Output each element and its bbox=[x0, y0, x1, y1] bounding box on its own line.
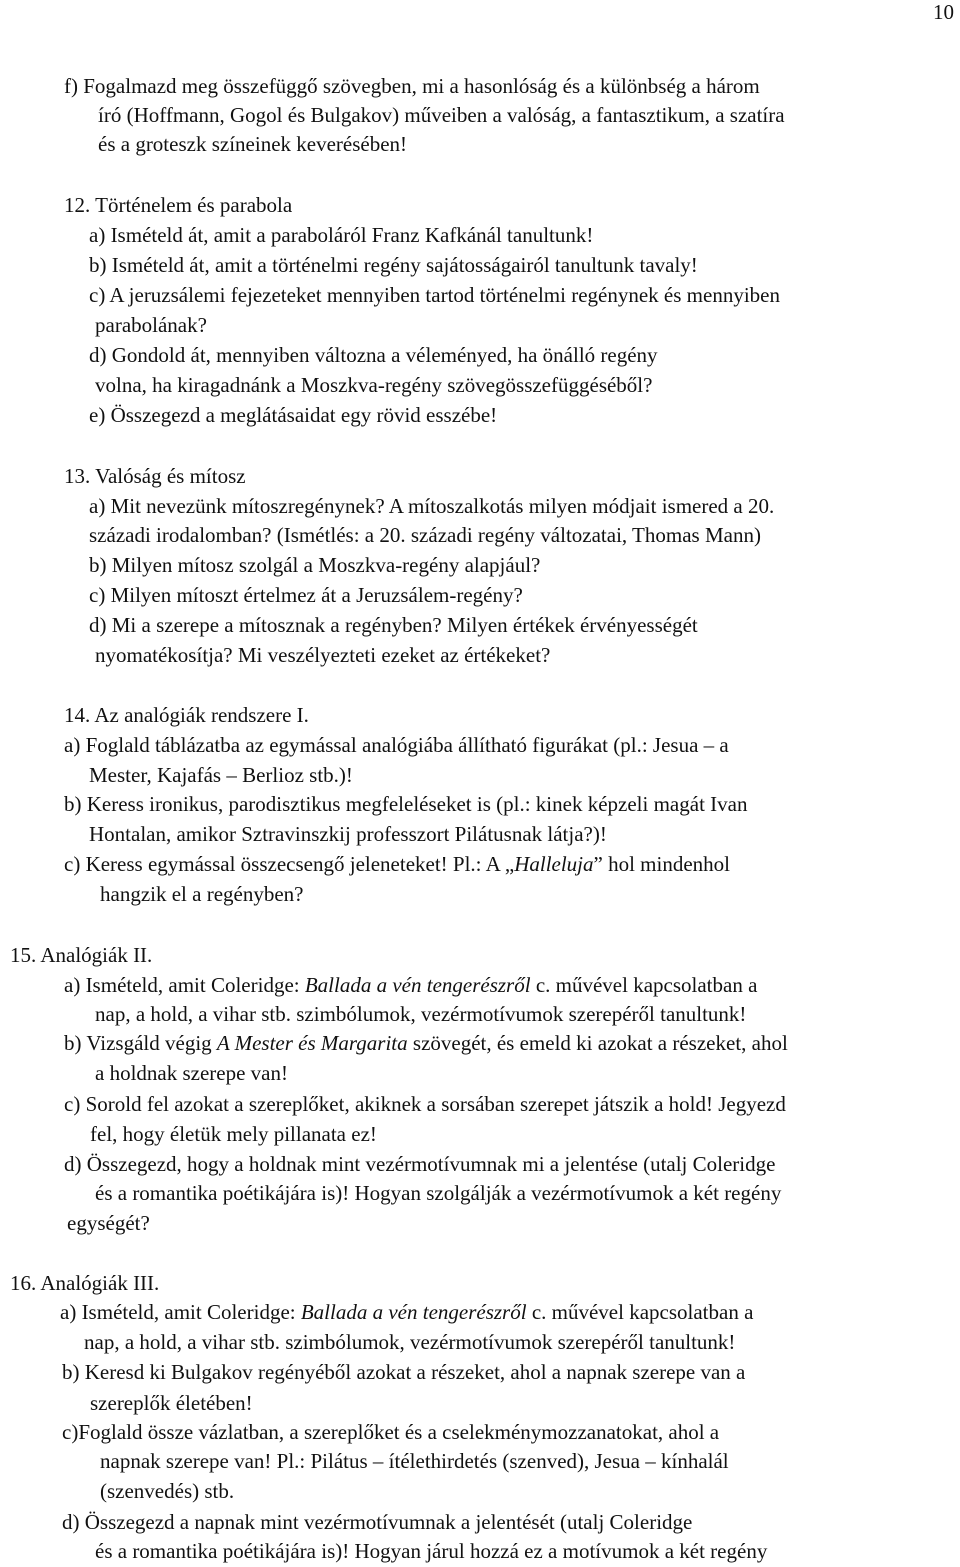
section-14-title: 14. Az analógiák rendszere I. bbox=[64, 703, 309, 727]
page-number: 10 bbox=[933, 0, 954, 24]
section-13-item-d-line-1: d) Mi a szerepe a mítosznak a regényben? Milyen értékek érvényességét bbox=[89, 613, 698, 637]
section-16-item-a-text-end: c. művével kapcsolatban a bbox=[526, 1300, 754, 1324]
section-15-item-b-line-1 bbox=[64, 1028, 788, 1058]
section-14-item-b-line-1: b) Keress ironikus, parodisztikus megfeleléseket is (pl.: kinek képzeli magát Ivan bbox=[64, 792, 748, 816]
section-16-item-a-line-1 bbox=[60, 1297, 753, 1327]
section-13-item-b: b) Milyen mítosz szolgál a Moszkva-regény alapjául? bbox=[89, 553, 541, 577]
section-15-item-b-text-start: b) Vizsgáld végig bbox=[64, 1031, 217, 1055]
section-14-item-c-text-end: ” hol mindenhol bbox=[593, 852, 730, 876]
section-12-item-b: b) Ismételd át, amit a történelmi regény sajátosságairól tanultunk tavaly! bbox=[89, 253, 698, 277]
section-15-item-c-line-2: fel, hogy életük mely pillanata ez! bbox=[90, 1122, 377, 1146]
section-15-item-a-text-end: c. művével kapcsolatban a bbox=[530, 973, 758, 997]
section-16-item-d-line-2: és a romantika poétikájára is)! Hogyan járul hozzá ez a motívumok a két regény bbox=[95, 1539, 768, 1563]
section-15-item-d-line-1: d) Összegezd, hogy a holdnak mint vezérmotívumnak mi a jelentése (utalj Coleridge bbox=[64, 1152, 776, 1176]
section-15-item-d-line-3: egységét? bbox=[67, 1211, 150, 1235]
section-16-item-a-text-start: a) Ismételd, amit Coleridge: bbox=[60, 1300, 301, 1324]
section-12-title: 12. Történelem és parabola bbox=[64, 193, 293, 217]
section-12-item-c-line-1: c) A jeruzsálemi fejezeteket mennyiben tartod történelmi regénynek és mennyiben bbox=[89, 283, 780, 307]
section-15-item-b-title-italic: A Mester és Margarita bbox=[216, 1031, 408, 1055]
section-15-item-a-title-italic: Ballada a vén tengerészről bbox=[304, 973, 531, 997]
section-15-item-b-line-2: a holdnak szerepe van! bbox=[95, 1061, 288, 1085]
section-12-item-a: a) Ismételd át, amit a paraboláról Franz Kafkánál tanultunk! bbox=[89, 223, 594, 247]
section-15-item-a-line-1 bbox=[64, 970, 757, 1000]
section-16-item-c-line-2: napnak szerepe van! Pl.: Pilátus – ítélethirdetés (szenved), Jesua – kínhalál bbox=[100, 1449, 729, 1473]
section-12-item-e: e) Összegezd a meglátásaidat egy rövid esszébe! bbox=[89, 403, 498, 427]
section-13-item-a-line-1: a) Mit nevezünk mítoszregénynek? A mítoszalkotás milyen módjait ismered a 20. bbox=[89, 494, 775, 518]
section-16-item-b-line-1: b) Keresd ki Bulgakov regényéből azokat a részeket, ahol a napnak szerepe van a bbox=[62, 1360, 746, 1384]
f-item-line-2: író (Hoffmann, Gogol és Bulgakov) műveiben a valóság, a fantasztikum, a szatíra bbox=[98, 103, 785, 127]
section-14-item-c-line-2: hangzik el a regényben? bbox=[100, 882, 304, 906]
section-14-item-c-text-start: c) Keress egymással összecsengő jeleneteket! Pl.: A „ bbox=[64, 852, 515, 876]
section-16-item-a-line-2: nap, a hold, a vihar stb. szimbólumok, vezérmotívumok szerepéről tanultunk! bbox=[84, 1330, 736, 1354]
f-item-line-1: f) Fogalmazd meg összefüggő szövegben, mi a hasonlóság és a különbség a három bbox=[64, 74, 760, 98]
section-14-item-b-line-2: Hontalan, amikor Sztravinszkij professzort Pilátusnak látja?)! bbox=[89, 822, 607, 846]
section-13-item-a-line-2: századi irodalomban? (Ismétlés: a 20. századi regény változatai, Thomas Mann) bbox=[89, 523, 761, 547]
section-16-item-a-title-italic: Ballada a vén tengerészről bbox=[300, 1300, 527, 1324]
section-13-item-d-line-2: nyomatékosítja? Mi veszélyezteti ezeket az értékeket? bbox=[95, 643, 551, 667]
section-14-item-c-line-1 bbox=[64, 849, 730, 879]
section-12-item-c-line-2: parabolának? bbox=[95, 313, 207, 337]
section-15-item-c-line-1: c) Sorold fel azokat a szereplőket, akiknek a sorsában szerepet játszik a hold! Jegyezd bbox=[64, 1092, 786, 1116]
section-12-item-d-line-2: volna, ha kiragadnánk a Moszkva-regény szövegösszefüggéséből? bbox=[95, 373, 653, 397]
section-15-item-b-text-end: szövegét, és emeld ki azokat a részeket, ahol bbox=[407, 1031, 788, 1055]
f-item-line-3: és a groteszk színeinek keverésében! bbox=[98, 132, 408, 156]
section-12-item-d-line-1: d) Gondold át, mennyiben változna a véleményed, ha önálló regény bbox=[89, 343, 658, 367]
section-16-item-c-line-3: (szenvedés) stb. bbox=[100, 1479, 235, 1503]
section-13-title: 13. Valóság és mítosz bbox=[64, 464, 246, 488]
section-15-item-d-line-2: és a romantika poétikájára is)! Hogyan szolgálják a vezérmotívumok a két regény bbox=[95, 1181, 782, 1205]
section-15-item-a-text-start: a) Ismételd, amit Coleridge: bbox=[64, 973, 305, 997]
section-16-item-d-line-1: d) Összegezd a napnak mint vezérmotívumnak a jelentését (utalj Coleridge bbox=[62, 1510, 693, 1534]
section-16-item-b-line-2: szereplők életében! bbox=[90, 1391, 253, 1415]
section-14-item-a-line-2: Mester, Kajafás – Berlioz stb.)! bbox=[89, 763, 353, 787]
section-16-item-c-line-1: c)Foglald össze vázlatban, a szereplőket és a cselekménymozzanatokat, ahol a bbox=[62, 1420, 720, 1444]
section-15-item-a-line-2: nap, a hold, a vihar stb. szimbólumok, vezérmotívumok szerepéről tanultunk! bbox=[95, 1002, 747, 1026]
section-16-title: 16. Analógiák III. bbox=[10, 1271, 160, 1295]
section-14-item-c-title-italic: Halleluja bbox=[514, 852, 594, 876]
section-13-item-c: c) Milyen mítoszt értelmez át a Jeruzsálem-regény? bbox=[89, 583, 523, 607]
section-14-item-a-line-1: a) Foglald táblázatba az egymással analógiába állítható figurákat (pl.: Jesua – a bbox=[64, 733, 729, 757]
section-15-title: 15. Analógiák II. bbox=[10, 943, 153, 967]
